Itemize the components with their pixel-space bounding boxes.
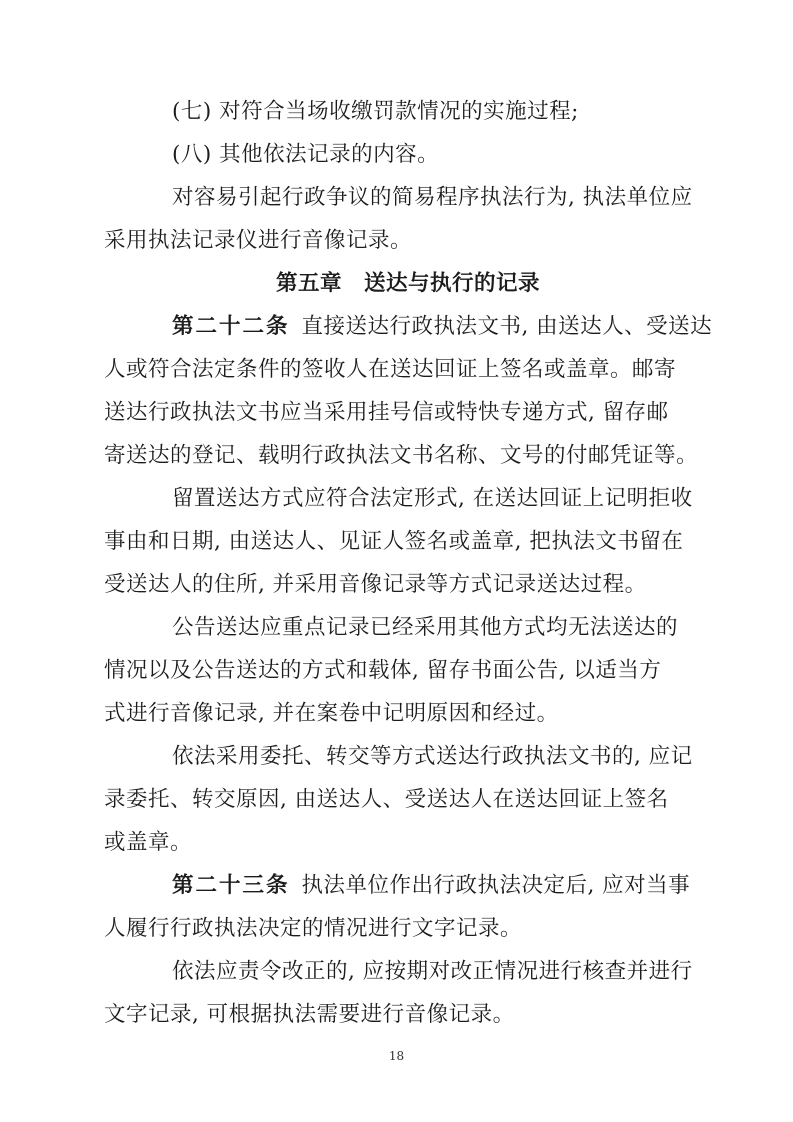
paragraph-line: 文字记录, 可根据执法需要进行音像记录。 bbox=[104, 1002, 515, 1027]
paragraph-line: 事由和日期, 由送达人、见证人签名或盖章, 把执法文书留在 bbox=[104, 529, 684, 554]
paragraph-line: 依法应责令改正的, 应按期对改正情况进行核查并进行 bbox=[172, 959, 693, 984]
paragraph-line: 直接送达行政执法文书, 由送达人、受送达 bbox=[301, 314, 713, 339]
paragraph-line: 送达行政执法文书应当采用挂号信或特快专递方式, 留存邮 bbox=[104, 400, 669, 425]
paragraph-line: 公告送达应重点记录已经采用其他方式均无法送达的 bbox=[172, 615, 679, 640]
paragraph-line: 式进行音像记录, 并在案卷中记明原因和经过。 bbox=[104, 701, 559, 726]
article-23-number: 第二十三条 bbox=[172, 873, 290, 898]
page-number: 18 bbox=[388, 1049, 405, 1063]
paragraph-line: 人或符合法定条件的签收人在送达回证上签名或盖章。邮寄 bbox=[104, 357, 677, 382]
paragraph-line: 寄送达的登记、载明行政执法文书名称、文号的付邮凭证等。 bbox=[104, 443, 699, 468]
paragraph-line: 录委托、转交原因, 由送达人、受送达人在送达回证上签名 bbox=[104, 787, 669, 812]
paragraph-line: 执法单位作出行政执法决定后, 应对当事 bbox=[301, 873, 691, 898]
paragraph-line: 对容易引起行政争议的简易程序执法行为, 执法单位应 bbox=[172, 185, 693, 210]
paragraph-line: 情况以及公告送达的方式和载体, 留存书面公告, 以适当方 bbox=[104, 658, 662, 683]
article-22-number: 第二十二条 bbox=[172, 314, 290, 339]
paragraph-line: 依法采用委托、转交等方式送达行政执法文书的, 应记 bbox=[172, 744, 693, 769]
chapter-title: 第五章 送达与执行的记录 bbox=[276, 271, 541, 296]
paragraph-line: 受送达人的住所, 并采用音像记录等方式记录送达过程。 bbox=[104, 572, 647, 597]
list-item-7: (七) 对符合当场收缴罚款情况的实施过程; bbox=[172, 99, 579, 124]
paragraph-line: 人履行行政执法决定的情况进行文字记录。 bbox=[104, 916, 523, 941]
paragraph-line: 采用执法记录仪进行音像记录。 bbox=[104, 228, 413, 253]
paragraph-line: 或盖章。 bbox=[104, 830, 193, 855]
article-22-first-line bbox=[172, 313, 712, 341]
list-item-8: (八) 其他依法记录的内容。 bbox=[172, 142, 440, 167]
article-23-first-line bbox=[172, 872, 690, 900]
paragraph-line: 留置送达方式应符合法定形式, 在送达回证上记明拒收 bbox=[172, 486, 693, 511]
